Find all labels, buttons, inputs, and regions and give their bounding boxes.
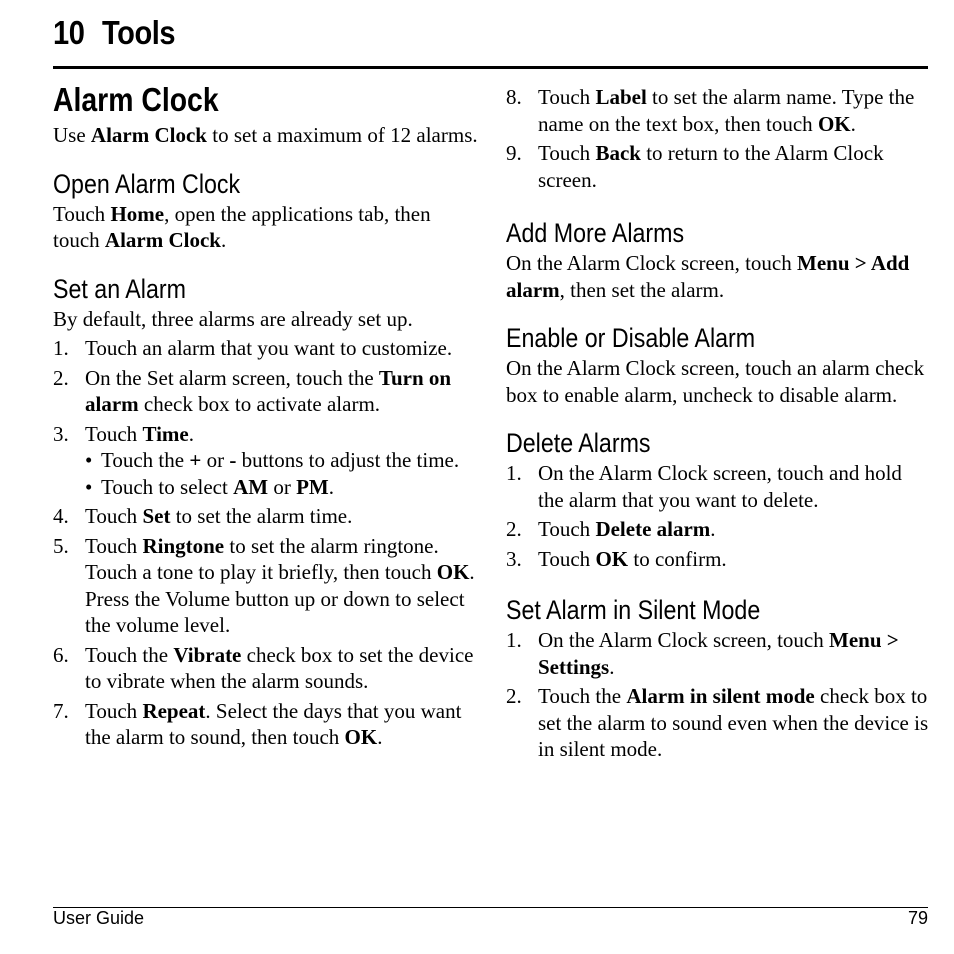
- delete-alarms-heading: Delete Alarms: [506, 428, 651, 458]
- list-item: 2. On the Set alarm screen, touch the Turn on alarm check box to activate alarm.: [53, 365, 452, 416]
- silent-mode-steps: [506, 627, 931, 763]
- set-alarm-lead: By default, three alarms are already set up.: [53, 306, 413, 331]
- footer-title: User Guide: [53, 908, 145, 928]
- time-sub-bullets: [85, 447, 478, 500]
- list-item: 1. On the Alarm Clock screen, touch Menu > Settings.: [506, 628, 899, 679]
- page-number: 79: [907, 908, 928, 928]
- footer-rule: [53, 907, 928, 908]
- list-item: 2. Touch the Alarm in silent mode check box to set the alarm to sound even when the device is in silent mode.: [506, 684, 929, 761]
- add-alarms-text: On the Alarm Clock screen, touch Menu > Add alarm, then set the alarm.: [506, 251, 910, 302]
- silent-mode-heading: Set Alarm in Silent Mode: [506, 595, 761, 625]
- set-alarm-steps-continued: [506, 84, 931, 193]
- add-alarms-heading: Add More Alarms: [506, 218, 685, 248]
- intro-paragraph: Use Alarm Clock to set a maximum of 12 alarms.: [53, 123, 478, 147]
- list-item: 3. Touch Time. • Touch the + or - buttons to adjust the time. • Touch to select AM or PM.: [53, 421, 478, 501]
- chapter-heading: [53, 14, 175, 52]
- chapter-title: Tools: [102, 14, 176, 51]
- bullet-item: • Touch the + or - buttons to adjust the time.: [85, 448, 460, 472]
- list-item: 4. Touch Set to set the alarm time.: [53, 504, 353, 528]
- section-title: Alarm Clock: [53, 81, 219, 118]
- enable-disable-text: On the Alarm Clock screen, touch an alarm check box to enable alarm, uncheck to disable alarm.: [506, 356, 925, 407]
- list-item: 3. Touch OK to confirm.: [506, 546, 727, 571]
- list-item: 9. Touch Back to return to the Alarm Clock screen.: [506, 141, 884, 192]
- right-column: [506, 84, 931, 766]
- list-item: 1. On the Alarm Clock screen, touch and hold the alarm that you want to delete.: [506, 461, 902, 512]
- enable-disable-heading: Enable or Disable Alarm: [506, 323, 756, 353]
- left-column: [53, 80, 478, 754]
- delete-alarms-steps: [506, 460, 931, 572]
- set-alarm-heading: Set an Alarm: [53, 273, 186, 304]
- list-item: 6. Touch the Vibrate check box to set the device to vibrate when the alarm sounds.: [53, 642, 474, 693]
- list-item: 2. Touch Delete alarm.: [506, 517, 716, 541]
- set-alarm-steps: [53, 335, 478, 751]
- list-item: 1. Touch an alarm that you want to customize.: [53, 336, 453, 360]
- list-item: 5. Touch Ringtone to set the alarm ringtone. Touch a tone to play it briefly, then touch OK. Press the Volume button up or down to select the volume level.: [53, 533, 475, 637]
- chapter-number: 10: [53, 14, 85, 51]
- open-alarm-heading: Open Alarm Clock: [53, 168, 241, 199]
- top-rule: [53, 66, 928, 69]
- bullet-item: • Touch to select AM or PM.: [85, 474, 334, 499]
- list-item: 8. Touch Label to set the alarm name. Type the name on the text box, then touch OK.: [506, 85, 915, 136]
- open-alarm-text: Touch Home, open the applications tab, then touch Alarm Clock.: [53, 201, 431, 252]
- list-item: 7. Touch Repeat. Select the days that you want the alarm to sound, then touch OK.: [53, 698, 462, 749]
